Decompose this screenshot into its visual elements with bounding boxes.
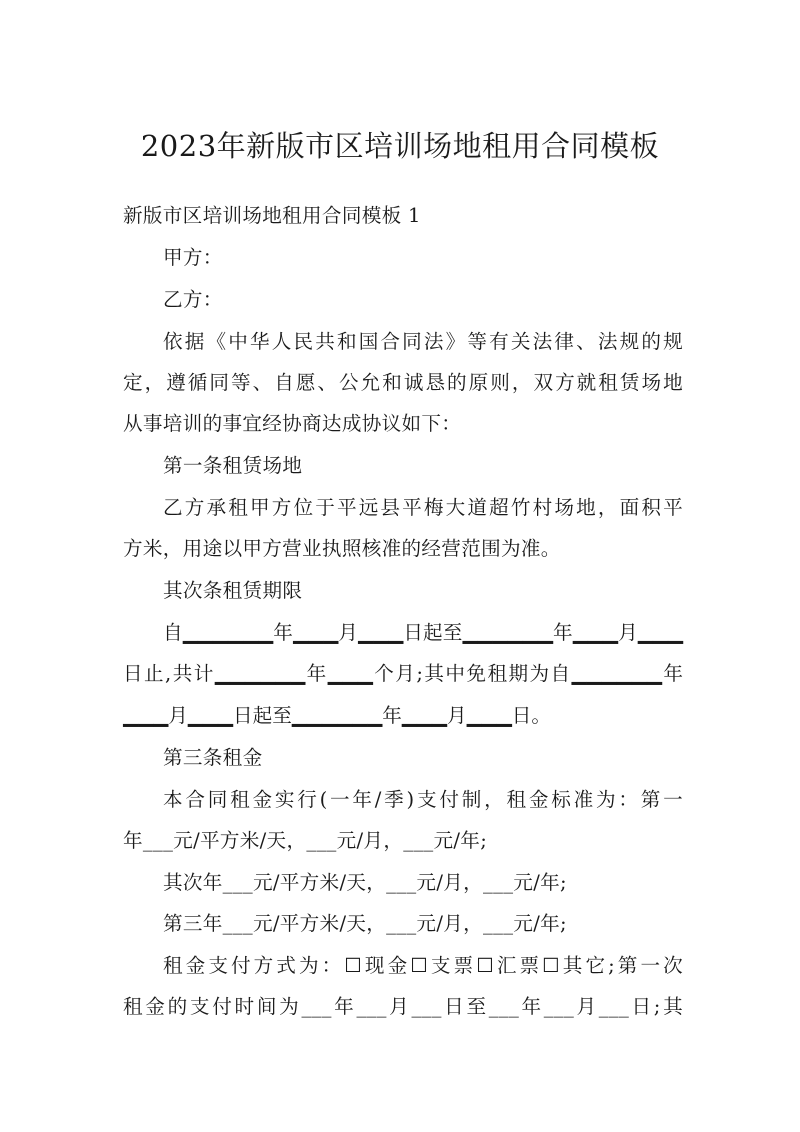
paragraph-line: 日止,共计▁▁▁▁▁▁年▁▁▁个月;其中免租期为自▁▁▁▁▁▁年 bbox=[123, 662, 683, 685]
paragraph-line: 年___元/平方米/天，___元/月，___元/年; bbox=[123, 829, 488, 852]
paragraph-line: 自▁▁▁▁▁▁年▁▁▁月▁▁▁日起至▁▁▁▁▁▁年▁▁▁月▁▁▁ bbox=[163, 621, 683, 644]
section-heading: 其次条租赁期限 bbox=[163, 579, 303, 602]
paragraph-line: 第三年___元/平方米/天，___元/月，___元/年; bbox=[163, 912, 567, 935]
paragraph-line: ▁▁▁月▁▁▁日起至▁▁▁▁▁▁年▁▁▁月▁▁▁日。 bbox=[123, 704, 551, 727]
party-b-line: 乙方： bbox=[163, 288, 223, 311]
paragraph-line: 依据《中华人民共和国合同法》等有关法律、法规的规 bbox=[163, 330, 683, 353]
section-heading: 第一条租赁场地 bbox=[163, 454, 303, 477]
paragraph-line: 方米，用途以甲方营业执照核准的经营范围为准。 bbox=[123, 537, 561, 560]
paragraph-line: 乙方承租甲方位于平远县平梅大道超竹村场地，面积平 bbox=[163, 496, 683, 519]
paragraph-line: 其次年___元/平方米/天，___元/月，___元/年; bbox=[163, 871, 567, 894]
paragraph-line: 租金的支付时间为___年___月___日至___年___月___日;其 bbox=[123, 995, 683, 1018]
party-a-line: 甲方： bbox=[163, 246, 223, 269]
paragraph-line: 租金支付方式为：☐现金☐支票☐汇票☐其它;第一次 bbox=[163, 954, 684, 977]
section-heading: 第三条租金 bbox=[163, 746, 263, 769]
subtitle-line: 新版市区培训场地租用合同模板 1 bbox=[123, 204, 421, 227]
paragraph-line: 从事培训的事宜经协商达成协议如下： bbox=[123, 412, 462, 435]
paragraph-line: 定，遵循同等、自愿、公允和诚恳的原则，双方就租赁场地 bbox=[123, 371, 683, 394]
paragraph-line: 本合同租金实行(一年/季)支付制，租金标准为：第一 bbox=[163, 788, 683, 811]
document-title: 2023年新版市区培训场地租用合同模板 bbox=[140, 129, 660, 163]
